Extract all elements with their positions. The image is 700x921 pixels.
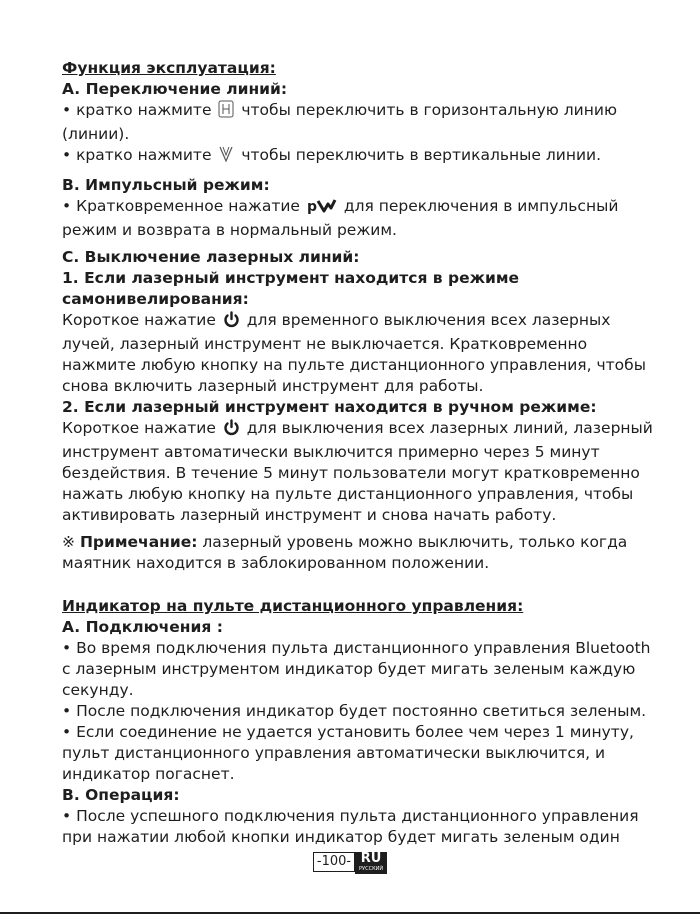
paragraph-auto-level: Короткое нажатие для временного выключения всех лазерных лучей, лазерный инструмент не выключается. Кратковременно нажмите любую кнопку на пульте дистанционного управления, чтобы снова включить лазерный инструмент для работы. bbox=[62, 311, 646, 395]
bottom-rule bbox=[0, 912, 700, 914]
note-mark: ※ bbox=[62, 533, 75, 551]
section-title-indicator: Индикатор на пульте дистанционного управления: bbox=[62, 597, 524, 615]
item-title-manual-mode: 2. Если лазерный инструмент находится в ручном режиме: bbox=[62, 398, 597, 416]
list-item: • После подключения индикатор будет постоянно светиться зеленым. bbox=[62, 702, 647, 720]
section-title-function: Функция эксплуатация: bbox=[62, 59, 276, 77]
paragraph-v-button: • кратко нажмите чтобы переключить в вертикальные линии. bbox=[62, 145, 662, 169]
subsection-title-line-switch: A. Переключение линий: bbox=[62, 80, 288, 98]
svg-text:p: p bbox=[306, 199, 317, 214]
subsection-title-operation: B. Операция: bbox=[62, 786, 180, 804]
power-icon bbox=[223, 419, 240, 442]
paragraph-h-button: • кратко нажмите чтобы переключить в горизонтальную линию (линии). bbox=[62, 101, 618, 143]
subsection-title-connection: A. Подключения : bbox=[62, 618, 223, 636]
note-paragraph bbox=[62, 532, 662, 574]
list-item: • После успешного подключения пульта дистанционного управления при нажатии любой кнопки индикатор будет мигать зеленым один bbox=[62, 807, 639, 846]
paragraph-manual-mode: Короткое нажатие для выключения всех лазерных линий, лазерный инструмент автоматически выключится примерно через 5 минут бездействия. В течение 5 минут пользователи могут кратковременно нажать любую кнопку на пульте дистанционного управления, чтобы активировать лазерный инструмент и снова начать работу. bbox=[62, 419, 653, 524]
language-badge: RU РУССКИЙ bbox=[355, 852, 387, 874]
h-button-icon bbox=[218, 100, 234, 124]
list-item: • Если соединение не удается установить более чем через 1 минуту, пульт дистанционного управления автоматически выключится, и индикатор погаснет. bbox=[62, 723, 634, 783]
page-footer bbox=[0, 852, 700, 874]
list-item: • Во время подключения пульта дистанционного управления Bluetooth с лазерным инструментом индикатор будет мигать зеленым каждую секунду. bbox=[62, 639, 651, 699]
pulse-icon bbox=[307, 198, 337, 220]
paragraph-pulse: • Кратковременное нажатие p для переключения в импульсный режим и возврата в нормальный режим. bbox=[62, 197, 619, 239]
power-icon bbox=[223, 311, 240, 334]
note-label: Примечание: bbox=[79, 533, 198, 551]
item-title-auto-level: 1. Если лазерный инструмент находится в режиме самонивелирования: bbox=[62, 269, 520, 308]
subsection-title-laser-off: C. Выключение лазерных линий: bbox=[62, 248, 360, 266]
v-button-icon bbox=[218, 145, 234, 169]
subsection-title-pulse: B. Импульсный режим: bbox=[62, 176, 270, 194]
note-text: лазерный уровень можно выключить, только когда маятник находится в заблокированном положении. bbox=[62, 533, 628, 572]
page-number: -100- bbox=[313, 852, 355, 872]
page-content bbox=[62, 58, 662, 848]
